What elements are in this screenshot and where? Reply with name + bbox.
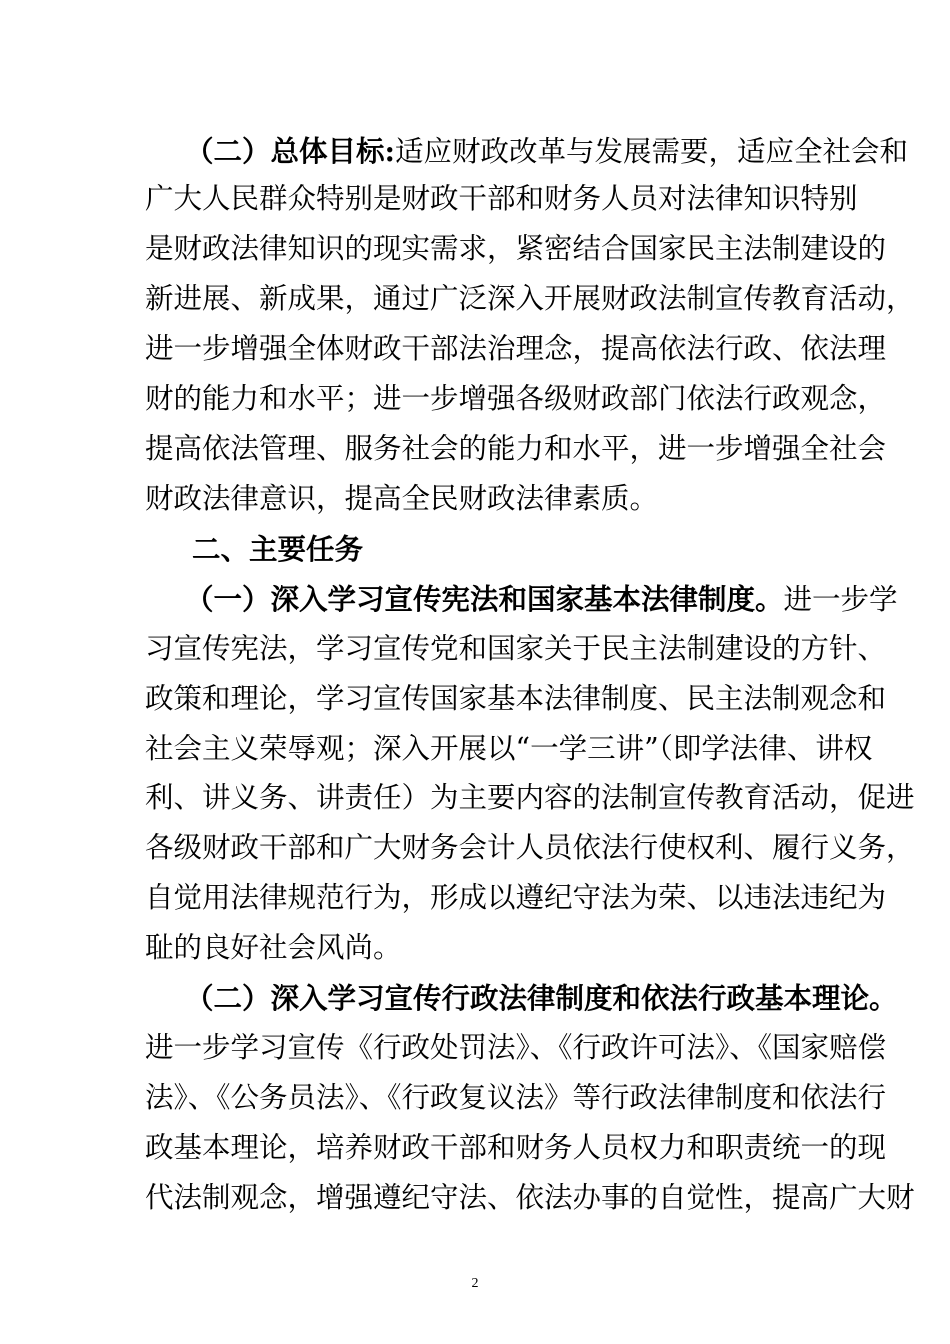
text-line: 财的能力和水平；进一步增强各级财政部门依法行政观念， bbox=[145, 382, 887, 415]
text-line: 是财政法律知识的现实需求，紧密结合国家民主法制建设的 bbox=[145, 232, 887, 265]
text-line: 社会主义荣辱观；深入开展以“一学三讲”（即学法律、讲权 bbox=[145, 732, 873, 765]
text-line: 利、讲义务、讲责任）为主要内容的法制宣传教育活动，促进 bbox=[145, 781, 915, 814]
goal-text: 适应财政改革与发展需要，适应全社会和 bbox=[395, 135, 909, 168]
text-line: 自觉用法律规范行为，形成以遵纪守法为荣、以违法违纪为 bbox=[145, 881, 887, 914]
text-line: 习宣传宪法，学习宣传党和国家关于民主法制建设的方针、 bbox=[145, 632, 887, 665]
paragraph-task1-line-1 bbox=[185, 581, 898, 618]
goal-heading: （二）总体目标: bbox=[185, 134, 396, 168]
text-line: 耻的良好社会风尚。 bbox=[145, 931, 402, 964]
text-line: 进一步增强全体财政干部法治理念，提高依法行政、依法理 bbox=[145, 332, 887, 365]
text-line: 广大人民群众特别是财政干部和财务人员对法律知识特别 bbox=[145, 182, 858, 215]
paragraph-goal-line-1 bbox=[185, 133, 908, 170]
text-line: 提高依法管理、服务社会的能力和水平，进一步增强全社会 bbox=[145, 432, 887, 465]
section-heading: 二、主要任务 bbox=[192, 532, 364, 566]
text-line: 财政法律意识，提高全民财政法律素质。 bbox=[145, 482, 659, 515]
text-line: 新进展、新成果，通过广泛深入开展财政法制宣传教育活动， bbox=[145, 282, 915, 315]
task1-heading: （一）深入学习宣传宪法和国家基本法律制度。 bbox=[185, 582, 784, 616]
task1-text: 进一步学 bbox=[783, 583, 898, 616]
text-line: 进一步学习宣传《行政处罚法》、《行政许可法》、《国家赔偿 bbox=[145, 1031, 887, 1064]
text-line: 各级财政干部和广大财务会计人员依法行使权利、履行义务， bbox=[145, 831, 915, 864]
task2-heading: （二）深入学习宣传行政法律制度和依法行政基本理论。 bbox=[185, 981, 898, 1015]
text-line: 政基本理论，培养财政干部和财务人员权力和职责统一的现 bbox=[145, 1131, 887, 1164]
text-line: 法》、《公务员法》、《行政复议法》等行政法律制度和依法行 bbox=[145, 1081, 887, 1114]
page-number: 2 bbox=[471, 1276, 479, 1291]
text-line: 政策和理论，学习宣传国家基本法律制度、民主法制观念和 bbox=[145, 682, 887, 715]
text-line: 代法制观念，增强遵纪守法、依法办事的自觉性，提高广大财 bbox=[145, 1181, 915, 1214]
